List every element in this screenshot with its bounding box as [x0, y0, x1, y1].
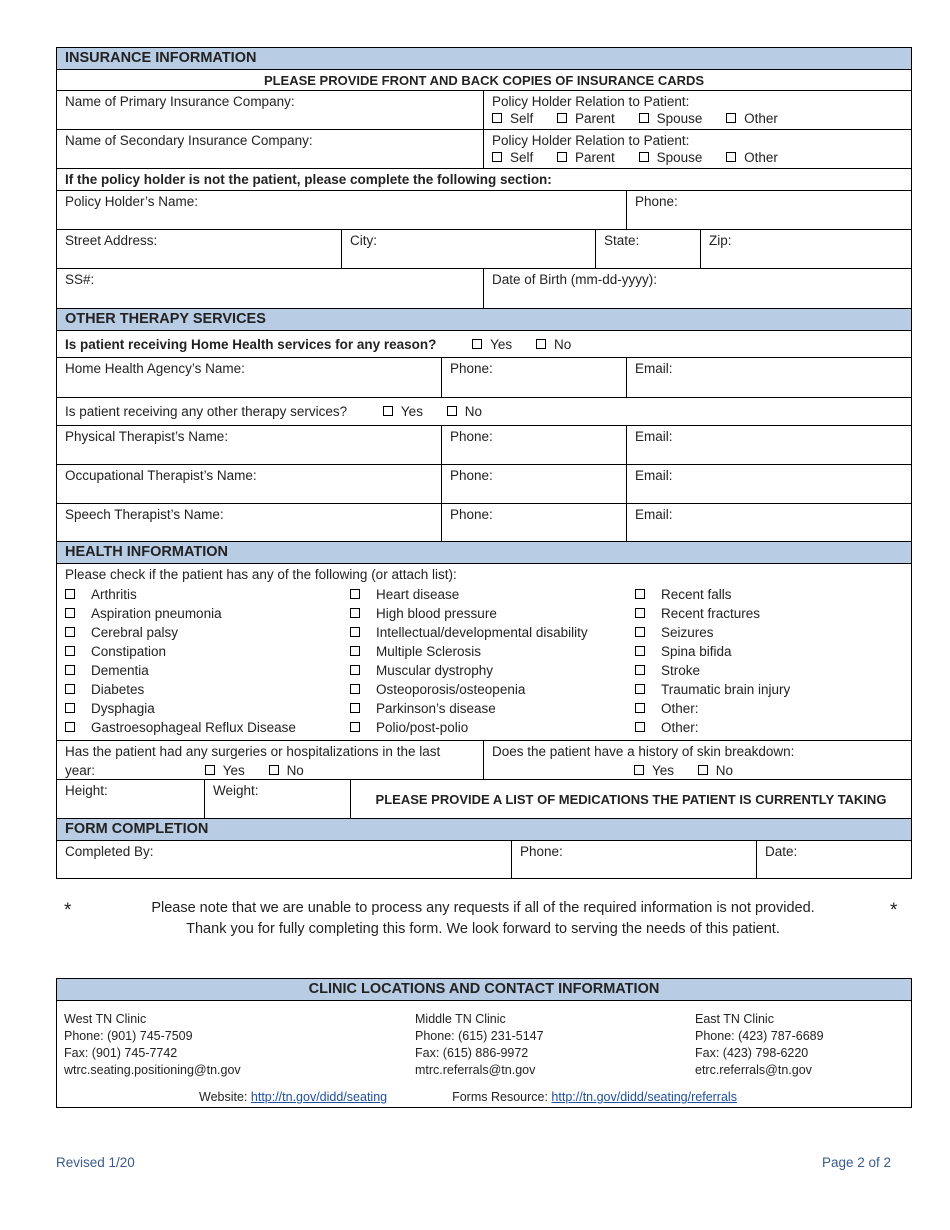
secondary-relation-field	[483, 129, 912, 169]
ot-email-label: Email:	[635, 468, 673, 483]
clinic-fax: Fax: (423) 798-6220	[695, 1046, 809, 1060]
primary-insurance-label: Name of Primary Insurance Company:	[65, 94, 295, 109]
website-label: Website:	[199, 1090, 248, 1104]
checkbox-icon[interactable]	[350, 684, 360, 694]
surgery-question-line2: year:	[65, 763, 96, 778]
health-header: HEALTH INFORMATION	[56, 541, 912, 564]
condition-item[interactable]: Dysphagia	[65, 699, 296, 718]
checkbox-icon[interactable]	[536, 339, 546, 349]
agency-email-label: Email:	[635, 361, 673, 376]
secondary-insurance-field[interactable]	[56, 129, 484, 169]
primary-relation-self[interactable]: Self	[492, 110, 533, 127]
condition-item[interactable]: Parkinson’s disease	[350, 699, 588, 718]
pt-email-field[interactable]	[626, 425, 912, 465]
completed-by-field[interactable]	[56, 840, 512, 879]
weight-label: Weight:	[213, 783, 259, 798]
pt-name-label: Physical Therapist’s Name:	[65, 429, 229, 444]
pt-email-label: Email:	[635, 429, 673, 444]
clinic-email: wtrc.seating.positioning@tn.gov	[64, 1063, 241, 1077]
checkbox-icon[interactable]	[65, 722, 75, 732]
checkbox-icon[interactable]	[65, 646, 75, 656]
pt-phone-field[interactable]	[441, 425, 627, 465]
checkbox-icon[interactable]	[492, 152, 502, 162]
primary-relation-other[interactable]: Other	[726, 110, 778, 127]
checkbox-icon[interactable]	[205, 765, 215, 775]
secondary-relation-spouse[interactable]: Spouse	[639, 149, 703, 166]
checkbox-icon[interactable]	[492, 113, 502, 123]
ssn-field[interactable]	[56, 268, 484, 309]
checkbox-icon[interactable]	[350, 646, 360, 656]
agency-name-field[interactable]	[56, 357, 442, 398]
st-email-field[interactable]	[626, 503, 912, 542]
zip-label: Zip:	[709, 233, 732, 248]
checkbox-icon[interactable]	[350, 665, 360, 675]
completion-date-field[interactable]	[756, 840, 912, 879]
forms-link[interactable]: http://tn.gov/didd/seating/referrals	[551, 1090, 737, 1104]
weight-field[interactable]	[204, 779, 351, 819]
checkbox-icon[interactable]	[350, 703, 360, 713]
clinic-fax: Fax: (901) 745-7742	[64, 1046, 178, 1060]
checkbox-icon[interactable]	[65, 608, 75, 618]
secondary-relation-parent[interactable]: Parent	[557, 149, 615, 166]
st-name-label: Speech Therapist’s Name:	[65, 507, 224, 522]
state-field[interactable]	[595, 229, 701, 270]
condition-item[interactable]: Stroke	[635, 661, 790, 680]
clinic-name: West TN Clinic	[64, 1012, 147, 1026]
notice-line-2: Thank you for fully completing this form. We look forward to serving the needs of this patient.	[186, 921, 780, 937]
st-name-field[interactable]	[56, 503, 442, 542]
clinic-west	[64, 1011, 241, 1079]
required-info-notice	[80, 898, 886, 940]
checkbox-icon[interactable]	[557, 152, 567, 162]
checkbox-icon[interactable]	[65, 703, 75, 713]
secondary-relation-label: Policy Holder Relation to Patient:	[492, 133, 690, 148]
primary-relation-spouse[interactable]: Spouse	[639, 110, 703, 127]
clinic-phone: Phone: (423) 787-6689	[695, 1029, 824, 1043]
city-label: City:	[350, 233, 377, 248]
completion-header: FORM COMPLETION	[56, 818, 912, 841]
checkbox-icon[interactable]	[639, 113, 649, 123]
policy-holder-name-field[interactable]	[56, 190, 627, 231]
primary-insurance-field[interactable]	[56, 90, 484, 130]
pt-name-field[interactable]	[56, 425, 442, 465]
condition-item[interactable]: Recent fractures	[635, 604, 790, 623]
other-therapy-question-row	[56, 397, 912, 426]
checkbox-icon[interactable]	[635, 608, 645, 618]
policy-holder-note: If the policy holder is not the patient, please complete the following section:	[56, 168, 912, 191]
clinic-middle	[415, 1011, 544, 1079]
insurance-card-notice: PLEASE PROVIDE FRONT AND BACK COPIES OF INSURANCE CARDS	[56, 69, 912, 91]
agency-email-field[interactable]	[626, 357, 912, 398]
primary-relation-field	[483, 90, 912, 130]
street-address-label: Street Address:	[65, 233, 158, 248]
condition-item[interactable]: Spina bifida	[635, 642, 790, 661]
condition-item[interactable]: Arthritis	[65, 585, 296, 604]
condition-item[interactable]: Recent falls	[635, 585, 790, 604]
clinic-east	[695, 1011, 824, 1079]
condition-item[interactable]: Cerebral palsy	[65, 623, 296, 642]
checkbox-icon[interactable]	[383, 406, 393, 416]
clinic-email: etrc.referrals@tn.gov	[695, 1063, 812, 1077]
skin-question-field	[483, 740, 912, 780]
policy-holder-name-label: Policy Holder’s Name:	[65, 194, 199, 209]
ssn-label: SS#:	[65, 272, 95, 287]
checkbox-icon[interactable]	[635, 703, 645, 713]
dob-label: Date of Birth (mm-dd-yyyy):	[492, 272, 658, 287]
secondary-insurance-label: Name of Secondary Insurance Company:	[65, 133, 313, 148]
condition-item[interactable]: Traumatic brain injury	[635, 680, 790, 699]
checkbox-icon[interactable]	[472, 339, 482, 349]
other-therapy-yes[interactable]: Yes	[383, 403, 423, 420]
checkbox-icon[interactable]	[65, 665, 75, 675]
ot-name-label: Occupational Therapist’s Name:	[65, 468, 257, 483]
checkbox-icon[interactable]	[634, 765, 644, 775]
checkbox-icon[interactable]	[269, 765, 279, 775]
checkbox-icon[interactable]	[350, 589, 360, 599]
checkbox-icon[interactable]	[635, 589, 645, 599]
completion-phone-label: Phone:	[520, 844, 563, 859]
conditions-column-3	[635, 585, 790, 737]
clinic-phone: Phone: (615) 231-5147	[415, 1029, 544, 1043]
state-label: State:	[604, 233, 640, 248]
clinic-phone: Phone: (901) 745-7509	[64, 1029, 193, 1043]
agency-phone-field[interactable]	[441, 357, 627, 398]
clinic-email: mtrc.referrals@tn.gov	[415, 1063, 536, 1077]
condition-item[interactable]: Aspiration pneumonia	[65, 604, 296, 623]
checkbox-icon[interactable]	[65, 589, 75, 599]
conditions-column-1	[65, 585, 296, 737]
condition-item[interactable]: Intellectual/developmental disability	[350, 623, 588, 642]
surgery-question-line1: Has the patient had any surgeries or hospitalizations in the last	[65, 744, 441, 759]
asterisk-right: *	[890, 900, 898, 921]
home-health-question: Is patient receiving Home Health services for any reason?	[65, 337, 437, 352]
secondary-relation-self[interactable]: Self	[492, 149, 533, 166]
agency-name-label: Home Health Agency’s Name:	[65, 361, 245, 376]
checkbox-icon[interactable]	[698, 765, 708, 775]
pt-phone-label: Phone:	[450, 429, 493, 444]
links-row	[199, 1089, 737, 1106]
ot-email-field[interactable]	[626, 464, 912, 504]
insurance-header: INSURANCE INFORMATION	[56, 47, 912, 70]
condition-item[interactable]: Dementia	[65, 661, 296, 680]
skin-no[interactable]: No	[698, 761, 733, 780]
condition-item[interactable]: Diabetes	[65, 680, 296, 699]
primary-relation-label: Policy Holder Relation to Patient:	[492, 94, 690, 109]
other-therapy-no[interactable]: No	[447, 403, 482, 420]
condition-item[interactable]: Multiple Sclerosis	[350, 642, 588, 661]
home-health-yes[interactable]: Yes	[472, 336, 512, 353]
checkbox-icon[interactable]	[635, 627, 645, 637]
skin-yes[interactable]: Yes	[634, 761, 674, 780]
checkbox-icon[interactable]	[65, 627, 75, 637]
condition-item[interactable]: Gastroesophageal Reflux Disease	[65, 718, 296, 737]
surgery-yes[interactable]: Yes	[205, 761, 245, 780]
street-address-field[interactable]	[56, 229, 342, 270]
checkbox-icon[interactable]	[726, 152, 736, 162]
st-email-label: Email:	[635, 507, 673, 522]
checkbox-icon[interactable]	[350, 627, 360, 637]
policy-holder-phone-label: Phone:	[635, 194, 678, 209]
agency-phone-label: Phone:	[450, 361, 493, 376]
primary-relation-parent[interactable]: Parent	[557, 110, 615, 127]
website-link[interactable]: http://tn.gov/didd/seating	[250, 1090, 388, 1104]
forms-label: Forms Resource:	[452, 1090, 548, 1104]
checkbox-icon[interactable]	[635, 684, 645, 694]
completion-phone-field[interactable]	[511, 840, 757, 879]
home-health-no[interactable]: No	[536, 336, 571, 353]
completion-date-label: Date:	[765, 844, 798, 859]
dob-field[interactable]	[483, 268, 912, 309]
policy-holder-phone-field[interactable]	[626, 190, 912, 231]
conditions-column-2	[350, 585, 588, 737]
checkbox-icon[interactable]	[635, 665, 645, 675]
completed-by-label: Completed By:	[65, 844, 154, 859]
condition-item[interactable]: Heart disease	[350, 585, 588, 604]
condition-item[interactable]: Other:	[635, 718, 790, 737]
surgery-question-field	[56, 740, 484, 780]
ot-phone-field[interactable]	[441, 464, 627, 504]
ot-name-field[interactable]	[56, 464, 442, 504]
page-number: Page 2 of 2	[822, 1155, 892, 1170]
city-field[interactable]	[341, 229, 596, 270]
zip-field[interactable]	[700, 229, 912, 270]
notice-line-1: Please note that we are unable to process any requests if all of the required information is not provided.	[151, 900, 815, 916]
checkbox-icon[interactable]	[350, 608, 360, 618]
ot-phone-label: Phone:	[450, 468, 493, 483]
conditions-instruction: Please check if the patient has any of the following (or attach list):	[65, 567, 457, 582]
condition-item[interactable]: Seizures	[635, 623, 790, 642]
clinic-name: East TN Clinic	[695, 1012, 774, 1026]
condition-item[interactable]: Muscular dystrophy	[350, 661, 588, 680]
condition-item[interactable]: Polio/post-polio	[350, 718, 588, 737]
secondary-relation-other[interactable]: Other	[726, 149, 778, 166]
medications-note: PLEASE PROVIDE A LIST OF MEDICATIONS THE PATIENT IS CURRENTLY TAKING	[350, 779, 912, 819]
condition-item[interactable]: Osteoporosis/osteopenia	[350, 680, 588, 699]
clinic-header: CLINIC LOCATIONS AND CONTACT INFORMATION	[56, 978, 912, 1001]
checkbox-icon[interactable]	[350, 722, 360, 732]
clinic-name: Middle TN Clinic	[415, 1012, 506, 1026]
height-label: Height:	[65, 783, 108, 798]
revised-date: Revised 1/20	[56, 1155, 135, 1170]
skin-question: Does the patient have a history of skin breakdown:	[492, 744, 795, 759]
checkbox-icon[interactable]	[635, 722, 645, 732]
checkbox-icon[interactable]	[635, 646, 645, 656]
condition-item[interactable]: High blood pressure	[350, 604, 588, 623]
checkbox-icon[interactable]	[726, 113, 736, 123]
condition-item[interactable]: Constipation	[65, 642, 296, 661]
st-phone-label: Phone:	[450, 507, 493, 522]
surgery-no[interactable]: No	[269, 761, 304, 780]
st-phone-field[interactable]	[441, 503, 627, 542]
condition-item[interactable]: Other:	[635, 699, 790, 718]
checkbox-icon[interactable]	[447, 406, 457, 416]
checkbox-icon[interactable]	[65, 684, 75, 694]
home-health-question-row	[56, 330, 912, 358]
asterisk-left: *	[64, 900, 72, 921]
checkbox-icon[interactable]	[639, 152, 649, 162]
clinic-fax: Fax: (615) 886-9972	[415, 1046, 529, 1060]
height-field[interactable]	[56, 779, 205, 819]
therapy-header: OTHER THERAPY SERVICES	[56, 308, 912, 331]
other-therapy-question: Is patient receiving any other therapy services?	[65, 404, 348, 419]
checkbox-icon[interactable]	[557, 113, 567, 123]
